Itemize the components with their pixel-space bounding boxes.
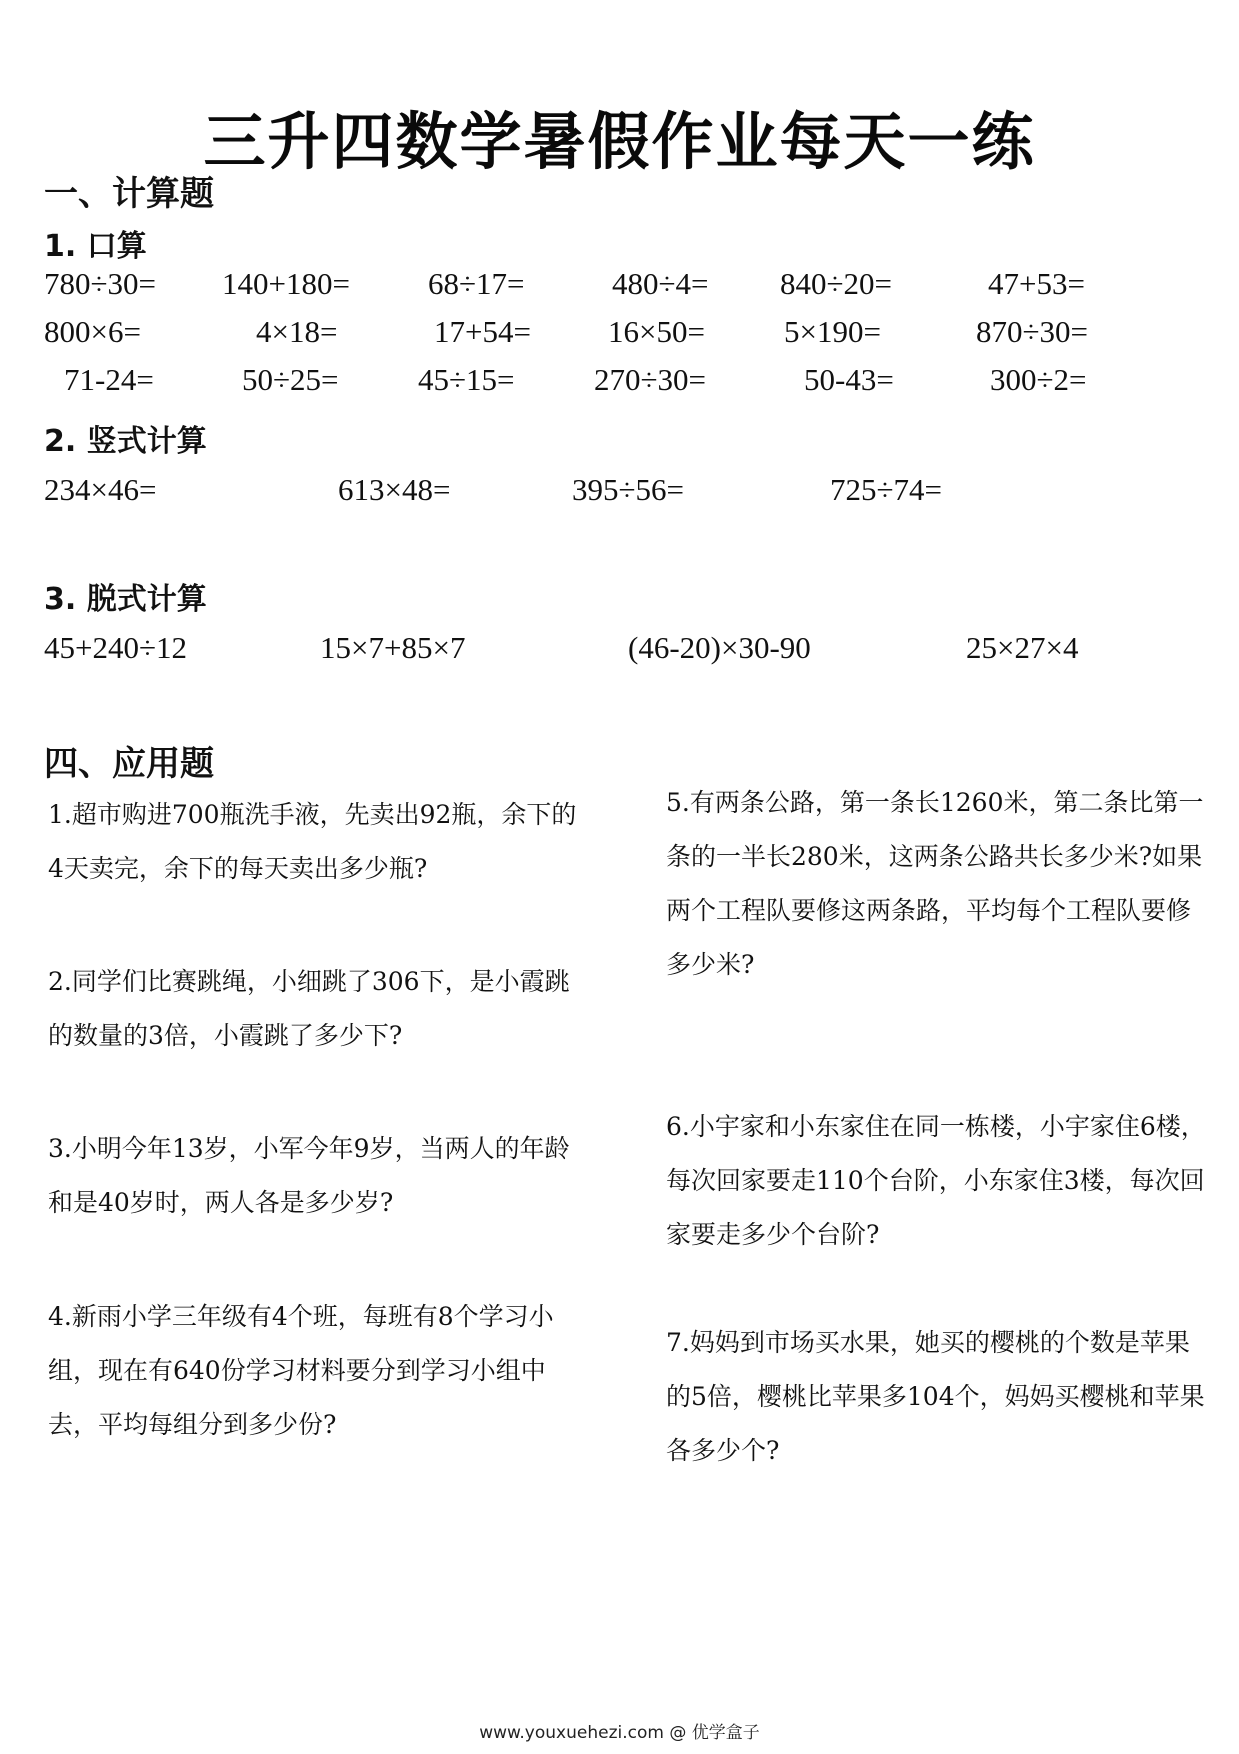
oral-expr: 480÷4= [612,266,709,301]
offset-expr: 25×27×4 [966,630,1079,665]
vertical-expr: 725÷74= [830,472,942,507]
oral-expr: 840÷20= [780,266,892,301]
oral-expr: 300÷2= [990,362,1087,397]
subheading-offset: 3. 脱式计算 [44,582,207,617]
oral-expr: 50-43= [804,362,894,397]
offset-expr: (46-20)×30-90 [628,630,811,665]
oral-expr: 16×50= [608,314,705,349]
problem-1: 1.超市购进700瓶洗手液，先卖出92瓶，余下的4天卖完，余下的每天卖出多少瓶? [48,800,577,883]
offset-expr: 45+240÷12 [44,630,187,665]
oral-expr: 68÷17= [428,266,525,301]
section-heading-application: 四、应用题 [44,744,214,784]
problem-3: 3.小明今年13岁，小军今年9岁，当两人的年龄和是40岁时，两人各是多少岁? [48,1134,570,1217]
subheading-vertical: 2. 竖式计算 [44,424,207,459]
oral-expr: 47+53= [988,266,1085,301]
oral-expr: 4×18= [256,314,338,349]
oral-expr: 50÷25= [242,362,339,397]
oral-expr: 780÷30= [44,266,156,301]
oral-expr: 270÷30= [594,362,706,397]
oral-expr: 140+180= [222,266,350,301]
section-heading-calculation: 一、计算题 [44,174,214,214]
problem-6: 6.小宇家和小东家住在同一栋楼，小宇家住6楼，每次回家要走110个台阶，小东家住3楼，每次回家要走多少个台阶? [666,1112,1206,1249]
problem-7: 7.妈妈到市场买水果，她买的樱桃的个数是苹果的5倍，樱桃比苹果多104个，妈妈买樱桃和苹果各多少个? [666,1328,1205,1465]
page-title: 三升四数学暑假作业每天一练 [203,105,1036,178]
vertical-expr: 613×48= [338,472,451,507]
vertical-expr: 395÷56= [572,472,684,507]
oral-expr: 5×190= [784,314,881,349]
oral-expr: 870÷30= [976,314,1088,349]
offset-expr: 15×7+85×7 [320,630,466,665]
oral-expr: 800×6= [44,314,141,349]
oral-expr: 17+54= [434,314,531,349]
oral-expr: 45÷15= [418,362,515,397]
footer-watermark: www.youxuehezi.com @ 优学盒子 [479,1723,760,1743]
subheading-oral: 1. 口算 [44,229,147,264]
problem-2: 2.同学们比赛跳绳，小细跳了306下，是小霞跳的数量的3倍，小霞跳了多少下? [48,967,570,1050]
oral-expr: 71-24= [64,362,154,397]
problem-5: 5.有两条公路，第一条长1260米，第二条比第一条的一半长280米，这两条公路共长多少米?如果两个工程队要修这两条路，平均每个工程队要修多少米? [666,788,1204,979]
vertical-expr: 234×46= [44,472,157,507]
problem-4: 4.新雨小学三年级有4个班，每班有8个学习小组，现在有640份学习材料要分到学习小组中去，平均每组分到多少份? [48,1302,554,1439]
